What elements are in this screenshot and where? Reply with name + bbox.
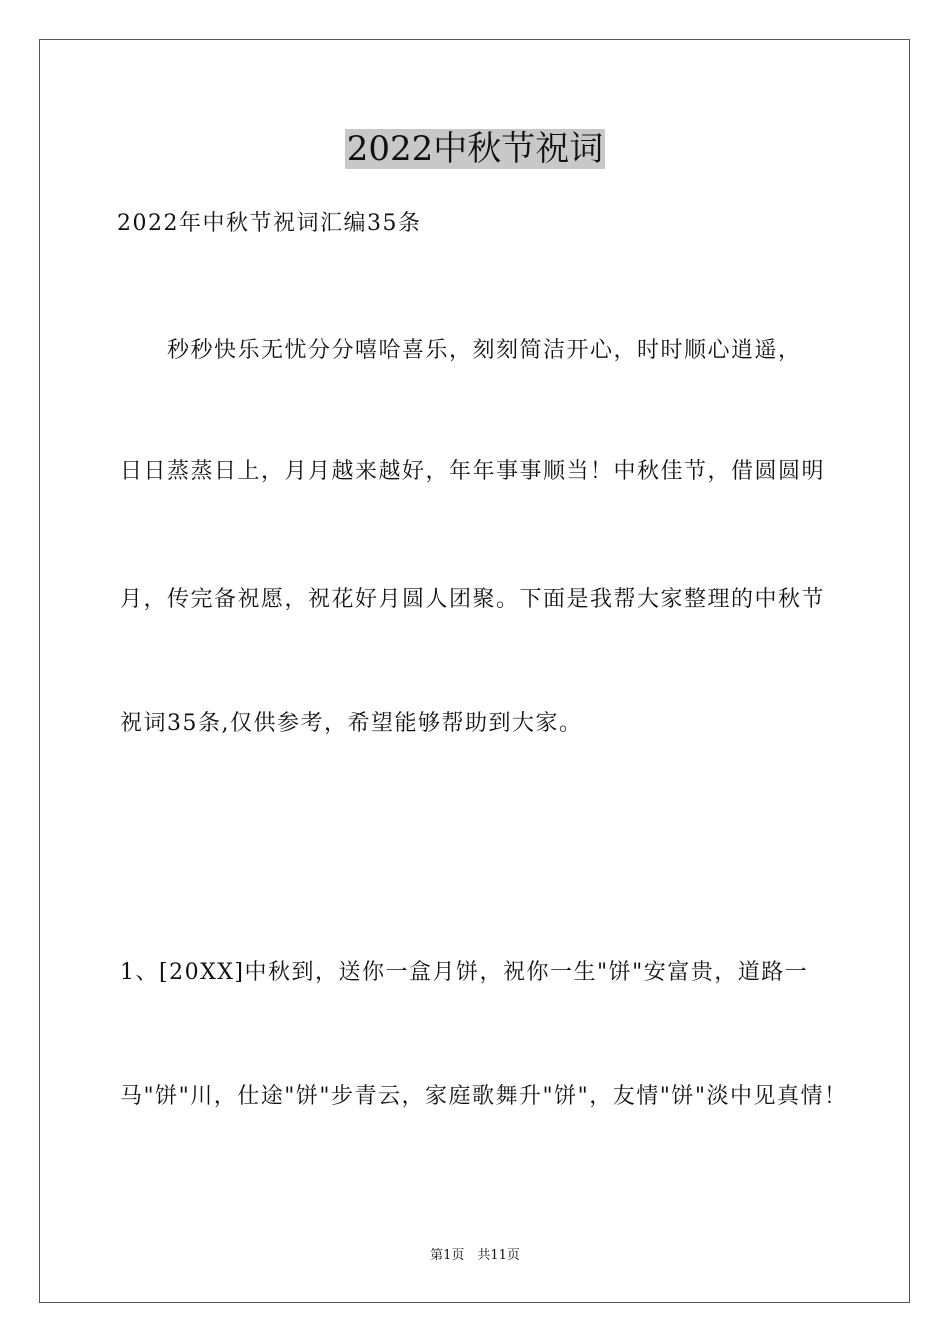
- paragraph-line-1: 秒秒快乐无忧分分嘻哈喜乐，刻刻简洁开心，时时顺心逍遥，: [120, 338, 802, 363]
- document-subtitle: 2022年中秋节祝词汇编35条: [117, 211, 422, 236]
- page-footer: 第1页 共11页: [430, 1248, 520, 1263]
- paragraph-line-3: 月，传完备祝愿，祝花好月圆人团聚。下面是我帮大家整理的中秋节: [120, 587, 826, 612]
- document-title: [0, 124, 950, 174]
- paragraph-line-6: 马"饼"川，仕途"饼"步青云，家庭歌舞升"饼"，友情"饼"淡中见真情！: [120, 1084, 848, 1109]
- paragraph-line-2: 日日蒸蒸日上，月月越来越好，年年事事顺当！中秋佳节，借圆圆明: [120, 459, 826, 484]
- paragraph-line-5: 1、[20XX]中秋到，送你一盒月饼，祝你一生"饼"安富贵，道路一: [120, 960, 809, 985]
- paragraph-line-4: 祝词35条,仅供参考，希望能够帮助到大家。: [120, 711, 583, 736]
- document-title-text: 2022中秋节祝词: [346, 129, 604, 169]
